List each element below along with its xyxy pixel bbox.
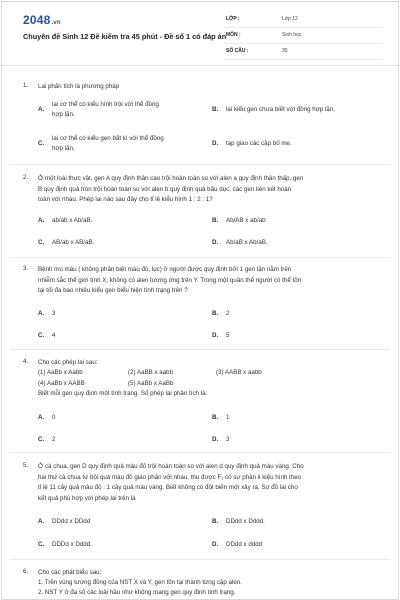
option-text: 4 — [52, 332, 56, 339]
question-text — [38, 358, 383, 369]
option-letter: D. — [212, 436, 219, 443]
option-letter: B. — [212, 217, 219, 224]
option-letter: C. — [38, 332, 45, 339]
cross-item: (1) AaBb x Aabb — [38, 369, 83, 376]
document-header — [0, 0, 400, 64]
option-line: hợp lặn. — [52, 110, 75, 118]
cross-row — [38, 379, 358, 390]
logo-suffix: .vn — [51, 20, 61, 26]
option-line: tạp giao các cặp bố mẹ. — [226, 140, 292, 147]
meta-label: LỚP : — [226, 16, 240, 22]
option-letter: D. — [212, 140, 219, 147]
cross-row — [38, 368, 358, 379]
meta-label: MÔN : — [226, 32, 241, 38]
question-line: nhiễm sắc thể giới tính X, không có alen tương ứng trên Y. Trong một quần thể người có thể tồn — [38, 276, 302, 284]
option-text: 2 — [226, 310, 230, 317]
question-number: 4. — [23, 358, 29, 365]
question-line: Bệnh mù màu ( không phân biệt màu đỏ, lục) ở người được quy định bởi 1 gen lặn nằm trên — [38, 266, 292, 273]
option-text: Ab/aB x Ab/aB. — [226, 239, 268, 246]
question-line: tại tối đa bao nhiêu kiểu gen biểu hiện tính trạng trên ? — [38, 287, 188, 294]
question-text — [38, 174, 383, 206]
option-text: AB/ab x AB/aB. — [52, 239, 95, 246]
cross-item: (4) AaBb x AABB — [38, 379, 85, 387]
meta-value: Sinh học — [282, 32, 302, 38]
option-text — [52, 100, 172, 119]
meta-row-count — [224, 44, 382, 60]
option-letter: A. — [38, 310, 45, 317]
option-text: DDdd x dddd — [226, 541, 263, 548]
option-text: ab/ab x Ab/aB. — [52, 217, 93, 224]
cross-item: (3) AABB x aabb — [216, 369, 262, 376]
option-letter: B. — [212, 414, 219, 421]
cross-list — [38, 368, 358, 389]
question-text — [38, 82, 383, 93]
option-letter: C. — [38, 541, 45, 548]
site-logo[interactable] — [23, 13, 61, 27]
option-letter: D. — [212, 239, 219, 246]
question-number: 5. — [23, 462, 29, 469]
question-divider — [10, 559, 390, 560]
question-line: 2. NST Y ở đa số các loài hầu như không mang gen quy định tính trạng. — [38, 588, 236, 596]
option-text — [226, 105, 386, 115]
question-divider — [10, 452, 390, 453]
document-title: Chuyên đề Sinh 12 Đề kiểm tra 45 phút - Đề số 1 có đáp án — [23, 32, 227, 41]
meta-value: 30 — [282, 48, 288, 54]
question-text — [38, 462, 383, 504]
question-number: 2. — [23, 174, 29, 181]
option-letter: A. — [38, 106, 45, 113]
meta-value: Lớp 12 — [282, 16, 298, 22]
question-line: Cho các phát biểu sau: — [38, 569, 102, 576]
option-letter: D. — [212, 332, 219, 339]
option-text: DDDd x Dddd. — [52, 541, 92, 548]
question-line: kết quả phù hợp với phép lai trên là — [38, 494, 136, 502]
question-line: Lai phân tích là phương pháp — [38, 83, 120, 90]
question-divider — [10, 257, 390, 258]
question-number: 6. — [23, 568, 29, 575]
question-text — [38, 265, 383, 297]
option-letter: C. — [38, 140, 45, 147]
question-line: Cho các phép lai sau: — [38, 359, 98, 366]
option-text: 3 — [52, 310, 56, 317]
question-number: 3. — [23, 265, 29, 272]
meta-label: SỐ CÂU : — [226, 48, 249, 54]
option-text: DDdd x Dddd. — [226, 518, 265, 525]
option-text: 2 — [52, 436, 56, 443]
option-letter: C. — [38, 239, 45, 246]
option-line: lai kiểu gen chưa biết với đồng hợp lặn. — [226, 106, 335, 113]
meta-row-class — [224, 12, 382, 28]
question-after-text: Biết mỗi gen quy định một tính trạng. Số phép lai phân tích là: — [38, 390, 208, 397]
option-line: hợp lặn. — [52, 144, 75, 152]
question-divider — [10, 164, 390, 165]
question-line: tỉ lệ 11 cây quả màu đỏ : 1 cây quả màu vàng. Biết không có đột biến mới xảy ra. Sơ đồ lai cho — [38, 484, 298, 491]
question-line: hai thứ cà chua tứ bội quả màu đỏ giao phấn với nhau, thu được F₁ có sự phân li kiểu hình theo — [38, 473, 302, 481]
question-line: toàn với nhau. Phép lai nào sau đây cho tỉ lệ kiểu hình 1 : 2 : 1? — [38, 196, 213, 203]
option-text: 0 — [52, 414, 56, 421]
option-text — [226, 139, 386, 149]
option-line: lai cơ thể có kiểu gen bất kì với thể đồng — [52, 135, 164, 142]
option-letter: B. — [212, 518, 219, 525]
cross-item: (2) AaBB x aabb — [128, 369, 174, 376]
option-letter: B. — [212, 106, 219, 113]
option-text: DDdd x DDdd — [52, 518, 91, 525]
header-divider — [0, 65, 400, 66]
cross-item: (5) AaBb x AaBb — [128, 379, 174, 387]
question-line: Ở cà chua, gen D quy định quả màu đỏ trội hoàn toàn so với alen d quy định quả màu vàng. Cho — [38, 463, 304, 470]
logo-text: 2048 — [23, 13, 51, 27]
question-line: B quy định quả tròn trội hoàn toàn so với alen b quy định quả bầu dục; các gen liên kết hoàn — [38, 185, 292, 193]
option-text: Ab/AB x ab/ab — [226, 217, 266, 224]
option-text — [52, 134, 172, 153]
question-text — [38, 568, 383, 597]
question-line: 1. Trên vùng tương đồng của NST X và Y, gen tồn tại thành từng cặp alen. — [38, 578, 242, 586]
option-text: 1 — [226, 414, 230, 421]
option-text: 5 — [226, 332, 230, 339]
question-number: 1. — [23, 82, 29, 89]
option-letter: A. — [38, 217, 45, 224]
option-text: 3 — [226, 436, 230, 443]
option-letter: A. — [38, 414, 45, 421]
option-letter: A. — [38, 518, 45, 525]
option-letter: D. — [212, 541, 219, 548]
option-letter: C. — [38, 436, 45, 443]
document-meta — [224, 12, 382, 60]
meta-row-subject — [224, 28, 382, 44]
option-letter: B. — [212, 310, 219, 317]
option-line: lai cơ thể có kiểu hình trội với thể đồng — [52, 101, 159, 108]
question-divider — [10, 349, 390, 350]
question-line: Ở một loài thực vật, gen A quy định thân cao trội hoàn toàn so với alen a quy định thân thấp, gen — [38, 175, 304, 182]
